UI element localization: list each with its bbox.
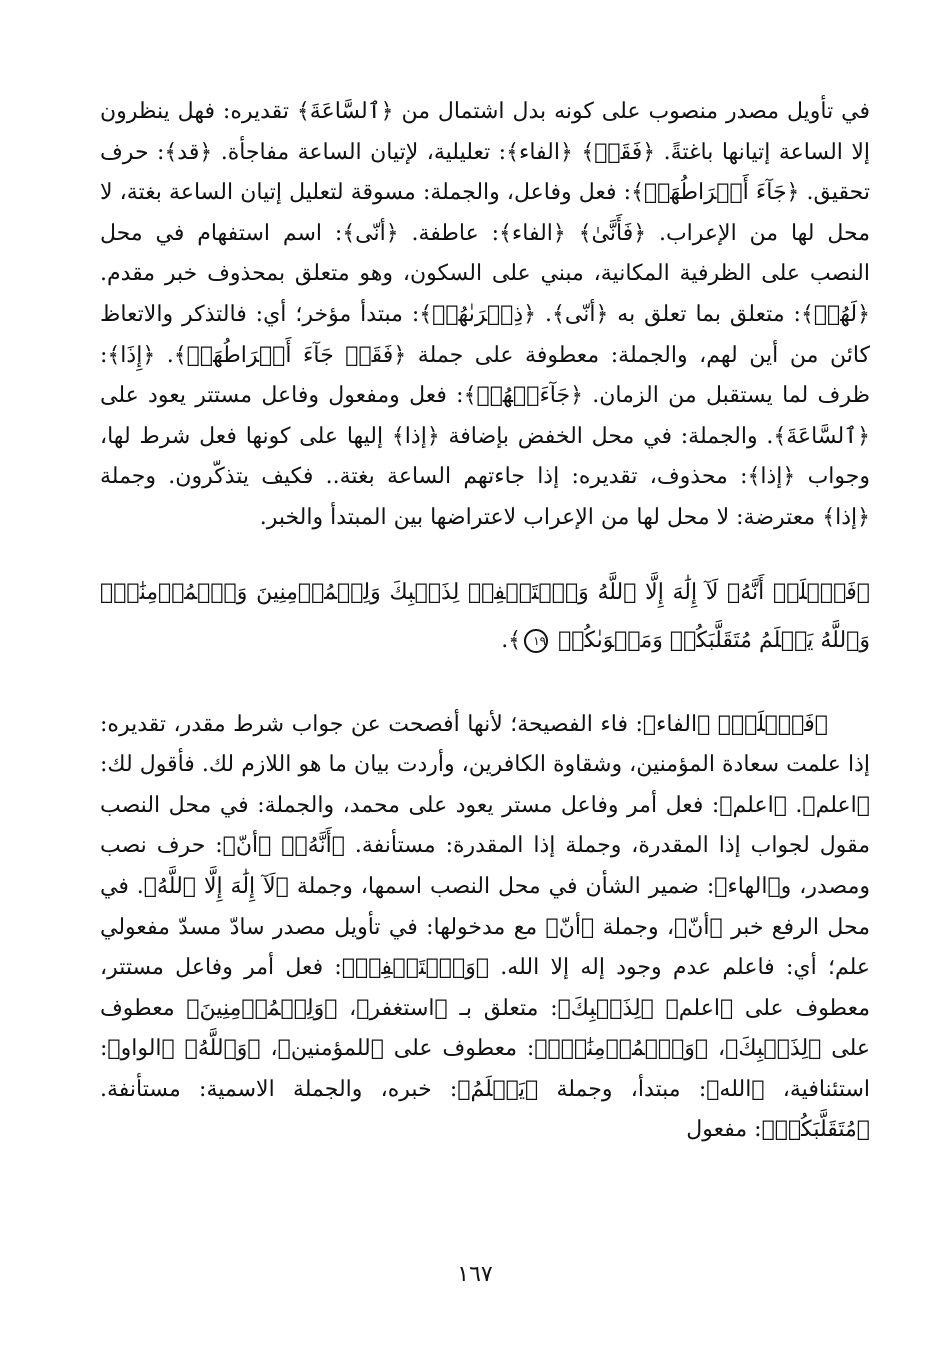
quran-verse (100, 569, 870, 665)
verse-closing: ﴾. (501, 627, 522, 653)
commentary-paragraph: في تأويل مصدر منصوب على كونه بدل اشتمال من ﴿ٱلسَّاعَةَ﴾ تقديره: فهل ينظرون إلا الساعة إتيانها باغتةً. ﴿فَقَدۡ﴾ ﴿الفاء﴾: تعليلية، لإتيان الساعة مفاجأة. ﴿قد﴾: حرف تحقيق. ﴿جَآءَ أَشۡرَاطُهَاۚ﴾: فعل وفاعل، والجملة: مسوقة لتعليل إتيان الساعة بغتة، لا محل لها من الإعراب. ﴿فَأَنَّىٰ﴾ ﴿الفاء﴾: عاطفة. ﴿أنّى﴾: اسم استفهام في محل النصب على الظرفية المكانية، مبني على السكون، وهو متعلق بمحذوف خبر مقدم. ﴿لَهُمۡ﴾: متعلق بما تعلق به ﴿أنّى﴾. ﴿ذِكۡرَىٰهُمۡ﴾: مبتدأ مؤخر؛ أي: فالتذكر والاتعاظ كائن من أين لهم، والجملة: معطوفة على جملة ﴿فَقَدۡ جَآءَ أَشۡرَاطُهَاۚ﴾. ﴿إِذَا﴾: ظرف لما يستقبل من الزمان. ﴿جَآءَتۡهُمۡ﴾: فعل ومفعول وفاعل مستتر يعود على ﴿ٱلسَّاعَةَ﴾. والجملة: في محل الخفض بإضافة ﴿إذا﴾ إليها على كونها فعل شرط لها، وجواب ﴿إذا﴾: محذوف، تقديره: إذا جاءتهم الساعة بغتة.. فكيف يتذكّرون. وجملة ﴿إذا﴾ معترضة: لا محل لها من الإعراب لاعتراضها بين المبتدأ والخبر. (100, 99, 870, 530)
commentary-bottom (100, 705, 870, 1152)
spacer (100, 539, 870, 569)
page-number: ١٦٧ (457, 1262, 493, 1287)
commentary-paragraph: ﴿فَٱعۡلَمۡ﴾ ﴿الفاء﴾: فاء الفصيحة؛ لأنها أفصحت عن جواب شرط مقدر، تقديره: إذا علمت سعادة المؤمنين، وشقاوة الكافرين، وأردت بيان ما هو اللازم لك. فأقول لك: ﴿اعلم﴾. ﴿اعلم﴾: فعل أمر وفاعل مستر يعود على محمد، والجملة: في محل النصب مقول لجواب إذا المقدرة، وجملة إذا المقدرة: مستأنفة. ﴿أَنَّهُۥ﴾ ﴿أنّ﴾: حرف نصب ومصدر، و﴿الهاء﴾: ضمير الشأن في محل النصب اسمها، وجملة ﴿لَآ إِلَٰهَ إِلَّا ٱللَّهُ﴾. في محل الرفع خبر ﴿أنّ﴾، وجملة ﴿أنّ﴾ مع مدخولها: في تأويل مصدر سادّ مسدّ مفعولي علم؛ أي: فاعلم عدم وجود إله إلا الله. ﴿وَٱسۡتَغۡفِرۡ﴾: فعل أمر وفاعل مستتر، معطوف على ﴿اعلم﴾ ﴿لِذَنۢبِكَ﴾: متعلق بـ ﴿استغفر﴾، ﴿وَلِلۡمُؤۡمِنِينَ﴾ معطوف على ﴿لِذَنۢبِكَ﴾، ﴿وَٱلۡمُؤۡمِنَٰتِۗ﴾: معطوف على ﴿للمؤمنين﴾، ﴿وَٱللَّهُ﴾ ﴿الواو﴾: استئنافية، ﴿الله﴾: مبتدأ، وجملة ﴿يَعۡلَمُ﴾: خبره، والجملة الاسمية: مستأنفة. ﴿مُتَقَلَّبَكُمۡ﴾: مفعول (100, 711, 870, 1143)
verse-number-medallion: ١٩ (524, 629, 548, 653)
spacer (100, 665, 870, 705)
verse-text: ﴿فَٱعۡلَمۡ أَنَّهُۥ لَآ إِلَٰهَ إِلَّا ٱللَّهُ وَٱسۡتَغۡفِرۡ لِذَنۢبِكَ وَلِلۡمُؤۡمِنِينَ وَٱلۡمُؤۡمِنَٰتِۗ وَٱللَّهُ يَعۡلَمُ مُتَقَلَّبَكُمۡ وَمَثۡوَىٰكُمۡ (100, 579, 870, 653)
page-content (100, 92, 870, 1151)
commentary-top (100, 92, 870, 539)
